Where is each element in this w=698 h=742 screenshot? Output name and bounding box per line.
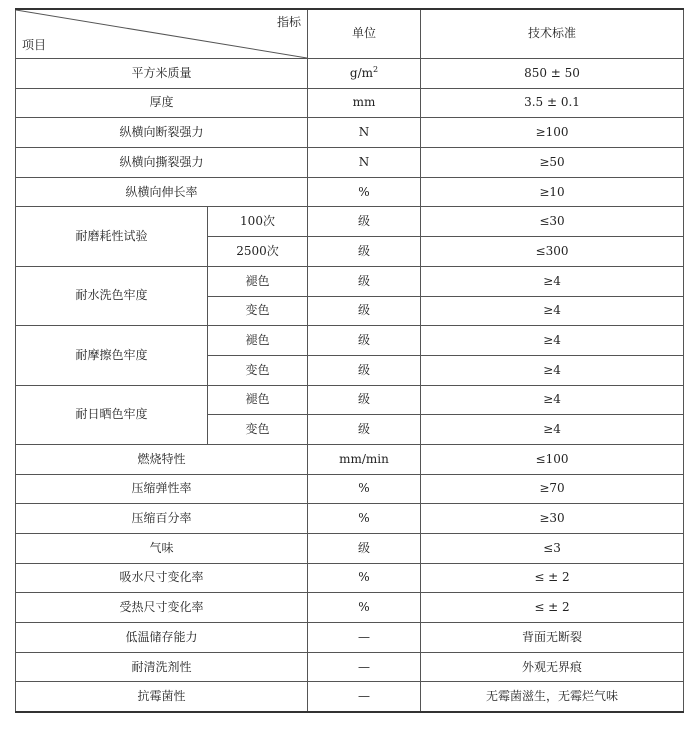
- table-row: [16, 444, 684, 474]
- header-indicator-label: 指标: [276, 15, 301, 29]
- table-row: [16, 593, 684, 623]
- item-name-cell: 纵横向撕裂强力: [16, 148, 308, 178]
- unit-text: —: [358, 659, 370, 674]
- unit-superscript: 2: [373, 64, 379, 74]
- unit-text: %: [358, 184, 370, 199]
- item-name-cell: 耐摩擦色牢度: [16, 326, 208, 385]
- unit-cell: 级: [308, 207, 421, 237]
- sub-item-cell: 褪色: [208, 326, 308, 356]
- unit-cell: 级: [308, 326, 421, 356]
- standard-cell: ≥4: [421, 415, 684, 445]
- table-row: [16, 474, 684, 504]
- header-item-label: 项目: [22, 37, 47, 52]
- item-name-cell: 耐日晒色牢度: [16, 385, 208, 444]
- unit-cell: [308, 504, 421, 534]
- unit-cell: [308, 444, 421, 474]
- unit-text: —: [358, 689, 370, 704]
- standard-cell: ≥10: [421, 177, 684, 207]
- unit-cell: [308, 534, 421, 564]
- unit-cell: [308, 177, 421, 207]
- standard-cell: 3.5 ± 0.1: [421, 88, 684, 118]
- unit-cell: [308, 652, 421, 682]
- unit-cell: [308, 118, 421, 148]
- standard-cell: ≥4: [421, 355, 684, 385]
- item-name-cell: 燃烧特性: [16, 444, 308, 474]
- unit-text: N: [358, 154, 370, 169]
- unit-text: —: [358, 629, 370, 644]
- table-row: [16, 148, 684, 178]
- unit-cell: [308, 148, 421, 178]
- standard-cell: 850 ± 50: [421, 59, 684, 89]
- unit-text: mm: [352, 95, 376, 110]
- sub-item-cell: 100次: [208, 207, 308, 237]
- spec-table: [15, 8, 684, 713]
- diagonal-divider: [16, 10, 307, 58]
- table-row: [16, 652, 684, 682]
- table-row: [16, 118, 684, 148]
- standard-cell: ≤ ± 2: [421, 563, 684, 593]
- table-row: [16, 623, 684, 653]
- standard-cell: 无霉菌滋生，无霉烂气味: [421, 682, 684, 712]
- unit-cell: 级: [308, 355, 421, 385]
- unit-cell: [308, 593, 421, 623]
- table-row: [16, 326, 684, 356]
- item-name-cell: 受热尺寸变化率: [16, 593, 308, 623]
- unit-text: %: [358, 511, 370, 526]
- sub-item-cell: 变色: [208, 415, 308, 445]
- header-standard-label: 技术标准: [421, 9, 684, 59]
- standard-cell: ≥4: [421, 385, 684, 415]
- standard-cell: ≥100: [421, 118, 684, 148]
- unit-cell: [308, 563, 421, 593]
- unit-text: %: [358, 481, 370, 496]
- unit-cell: 级: [308, 237, 421, 267]
- table-row: [16, 385, 684, 415]
- item-name-cell: 耐磨耗性试验: [16, 207, 208, 266]
- sub-item-cell: 2500次: [208, 237, 308, 267]
- unit-cell: 级: [308, 415, 421, 445]
- table-row: [16, 88, 684, 118]
- item-name-cell: 气味: [16, 534, 308, 564]
- item-name-cell: 耐水洗色牢度: [16, 266, 208, 325]
- unit-cell: [308, 88, 421, 118]
- unit-cell: 级: [308, 296, 421, 326]
- sub-item-cell: 褪色: [208, 385, 308, 415]
- standard-cell: ≥30: [421, 504, 684, 534]
- table-row: [16, 59, 684, 89]
- unit-cell: [308, 623, 421, 653]
- table-row: [16, 266, 684, 296]
- unit-cell: [308, 474, 421, 504]
- standard-cell: ≤30: [421, 207, 684, 237]
- table-row: [16, 504, 684, 534]
- standard-cell: 背面无断裂: [421, 623, 684, 653]
- standard-cell: ≤ ± 2: [421, 593, 684, 623]
- unit-cell: [308, 59, 421, 89]
- item-name-cell: 压缩百分率: [16, 504, 308, 534]
- standard-cell: 外观无界痕: [421, 652, 684, 682]
- unit-text: %: [358, 600, 370, 615]
- header-unit-label: 单位: [308, 9, 421, 59]
- standard-cell: ≤100: [421, 444, 684, 474]
- unit-cell: 级: [308, 266, 421, 296]
- item-name-cell: 耐清洗剂性: [16, 652, 308, 682]
- diagonal-header-cell: [16, 9, 308, 59]
- unit-text: 级: [357, 540, 370, 555]
- unit-text: %: [358, 570, 370, 585]
- spec-table-body: [16, 9, 684, 712]
- standard-cell: ≥50: [421, 148, 684, 178]
- item-name-cell: 吸水尺寸变化率: [16, 563, 308, 593]
- table-row: [16, 682, 684, 712]
- item-name-cell: 抗霉菌性: [16, 682, 308, 712]
- unit-cell: [308, 682, 421, 712]
- standard-cell: ≥70: [421, 474, 684, 504]
- table-row: [16, 177, 684, 207]
- item-name-cell: 平方米质量: [16, 59, 308, 89]
- standard-cell: ≥4: [421, 326, 684, 356]
- unit-cell: 级: [308, 385, 421, 415]
- sub-item-cell: 变色: [208, 296, 308, 326]
- sub-item-cell: 褪色: [208, 266, 308, 296]
- standard-cell: ≤3: [421, 534, 684, 564]
- table-row: [16, 563, 684, 593]
- item-name-cell: 低温储存能力: [16, 623, 308, 653]
- standard-cell: ≥4: [421, 266, 684, 296]
- sub-item-cell: 变色: [208, 355, 308, 385]
- item-name-cell: 纵横向伸长率: [16, 177, 308, 207]
- unit-text: mm/min: [339, 451, 389, 466]
- item-name-cell: 纵横向断裂强力: [16, 118, 308, 148]
- item-name-cell: 压缩弹性率: [16, 474, 308, 504]
- unit-text: N: [358, 125, 370, 140]
- table-row: [16, 207, 684, 237]
- unit-text: g/m: [349, 65, 373, 80]
- item-name-cell: 厚度: [16, 88, 308, 118]
- standard-cell: ≤300: [421, 237, 684, 267]
- table-row: [16, 534, 684, 564]
- header-row: [16, 9, 684, 59]
- standard-cell: ≥4: [421, 296, 684, 326]
